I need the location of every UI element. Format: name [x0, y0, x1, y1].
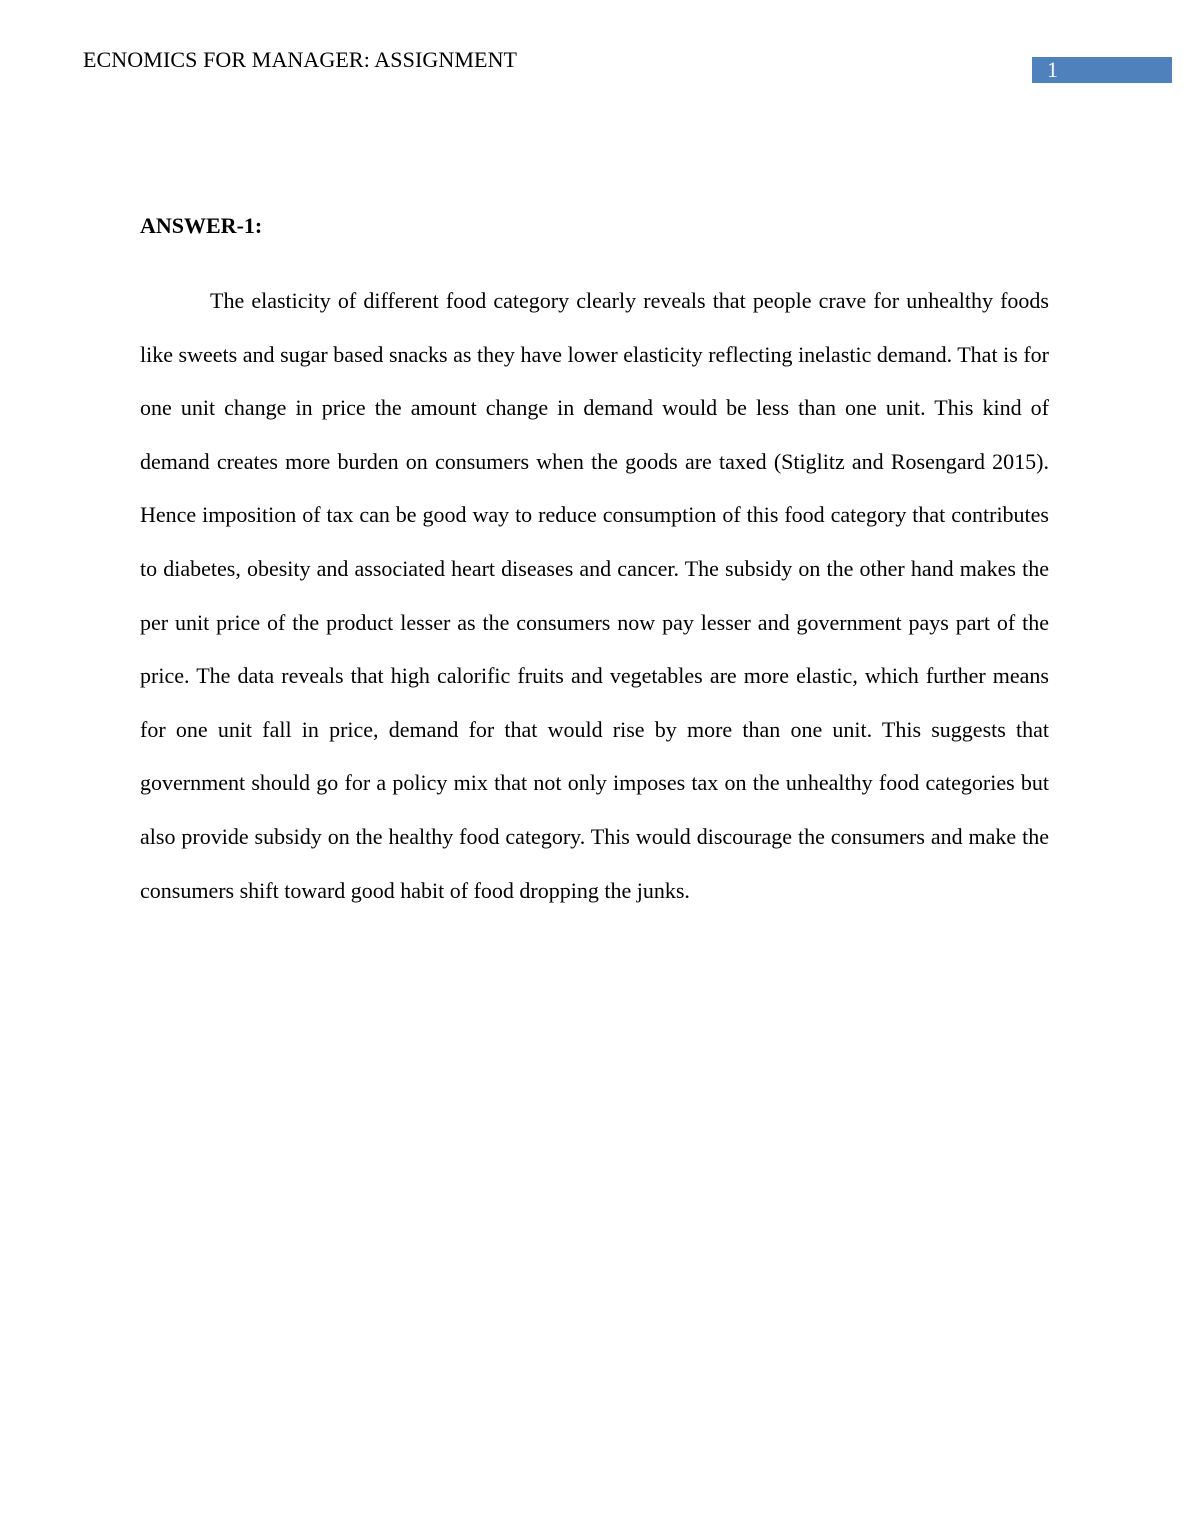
- document-header-title: ECNOMICS FOR MANAGER: ASSIGNMENT: [83, 47, 518, 72]
- page-number: 1: [1047, 57, 1058, 82]
- page-number-badge: [1032, 57, 1172, 83]
- section-heading: ANSWER-1:: [140, 213, 263, 238]
- body-paragraph: The elasticity of different food category clearly reveals that people crave for unhealthy foods like sweets and sugar based snacks as they have lower elasticity reflecting inelastic demand. That is for one unit change in price the amount change in demand would be less than one unit. This kind of demand creates more burden on consumers when the goods are taxed (Stiglitz and Rosengard 2015). Hence imposition of tax can be good way to reduce consumption of this food category that contributes to diabetes, obesity and associated heart diseases and cancer. The subsidy on the other hand makes the per unit price of the product lesser as the consumers now pay lesser and government pays part of the price. The data reveals that high calorific fruits and vegetables are more elastic, which further means for one unit fall in price, demand for that would rise by more than one unit. This suggests that government should go for a policy mix that not only imposes tax on the unhealthy food categories but also provide subsidy on the healthy food category. This would discourage the consumers and make the consumers shift toward good habit of food dropping the junks.: [140, 288, 1049, 903]
